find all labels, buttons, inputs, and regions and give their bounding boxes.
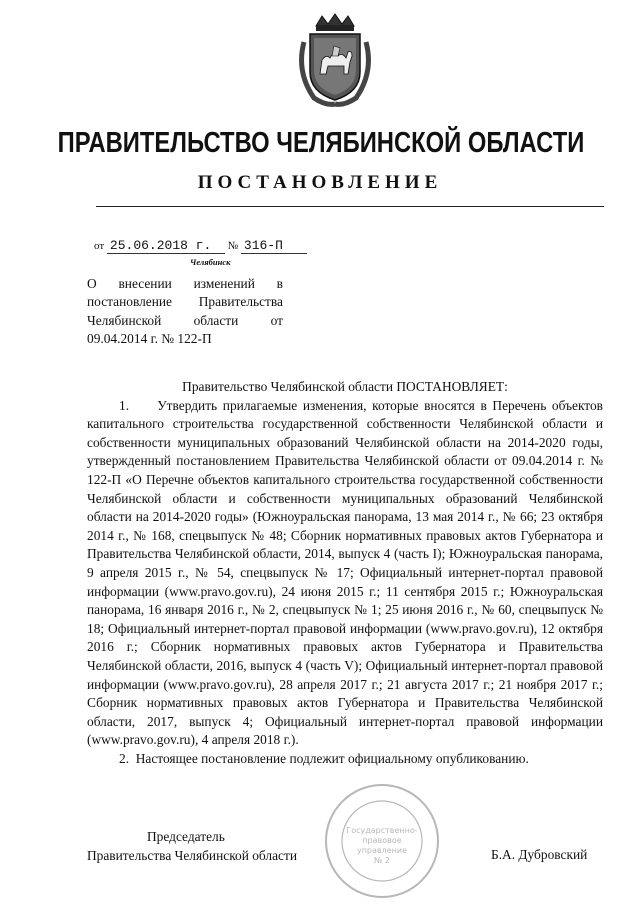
svg-text:Государственно-: Государственно- bbox=[346, 826, 418, 835]
document-subject: О внесении изменений в постановление Правительства Челябинской области от 09.04.2014 г. № 122-П bbox=[87, 276, 283, 346]
resolution-item-1: 1. Утвердить прилагаемые изменения, которые вносятся в Перечень объектов капитального строительства государственной собственности Челябинской области и собственности муниципальных образований Челябинской области на 2014-2020 годы, утвержденный постановлением Правительства Челябинской области от 09.04.2014 г. № 122-П «О Перечне объектов капитального строительства государственной собственности Челябинской области и собственности муниципальных образований Челябинской области на 2014-2020 годы» (Южноуральская панорама, 13 мая 2014 г., № 66; 23 октября 2014 г., № 168, спецвыпуск № 48; Сборник нормативных правовых актов Губернатора и Правительства Челябинской области, 2014, выпуск 4 (часть I); Южноуральская панорама, 9 апреля 2015 г., № 54, спецвыпуск № 17; Официальный интернет-портал правовой информации (www.pravo.gov.ru), 24 июня 2015 г.; 11 сентября 2015 г.; Южноуральская панорама, 16 января 2016 г., № 2, спецвыпуск № 1; 25 июня 2016 г., № 60, спецвыпуск № 18; Официальный интернет-портал правовой информации (www.pravo.gov.ru), 12 октября 2016 г.; Сборник нормативных правовых актов Губернатора и Правительства Челябинской области, 2016, выпуск 4 (часть V); Официальный интернет-портал правовой информации (www.pravo.gov.ru), 28 апреля 2017 г.; 21 августа 2017 г.; 21 ноября 2017 г.; Сборник нормативных правовых актов Губернатора и Правительства Челябинской области, 2017, выпуск 4; Официальный интернет-портал правовой информации (www.pravo.gov.ru), 4 апреля 2018 г.). bbox=[87, 397, 603, 748]
signatory-position-line-1: Председатель bbox=[147, 829, 225, 844]
document-type-title: ПОСТАНОВЛЕНИЕ bbox=[197, 172, 443, 193]
document-body bbox=[87, 378, 603, 768]
svg-text:управление: управление bbox=[356, 846, 408, 855]
svg-text:правовое: правовое bbox=[362, 836, 402, 845]
document-meta bbox=[94, 238, 307, 254]
coat-of-arms-emblem bbox=[294, 12, 376, 108]
signatory-name: Б.А. Дубровский bbox=[491, 847, 588, 862]
document-date: 25.06.2018 г. bbox=[107, 238, 225, 254]
resolution-item-2: 2. Настоящее постановление подлежит официальному опубликованию. bbox=[119, 750, 529, 766]
official-stamp bbox=[322, 781, 442, 901]
city-label: Челябинск bbox=[190, 257, 231, 267]
from-label: от bbox=[94, 240, 105, 252]
government-title: ПРАВИТЕЛЬСТВО ЧЕЛЯБИНСКОЙ ОБЛАСТИ bbox=[57, 127, 585, 159]
resolution-lead: Правительство Челябинской области ПОСТАНОВЛЯЕТ: bbox=[182, 379, 508, 394]
signatory-position-line-2: Правительства Челябинской области bbox=[87, 847, 297, 863]
signatory-position bbox=[87, 828, 297, 865]
document-number: 316-П bbox=[241, 238, 307, 254]
header-divider bbox=[96, 206, 604, 207]
svg-text:№ 2: № 2 bbox=[374, 856, 390, 865]
number-label: № bbox=[227, 240, 239, 252]
